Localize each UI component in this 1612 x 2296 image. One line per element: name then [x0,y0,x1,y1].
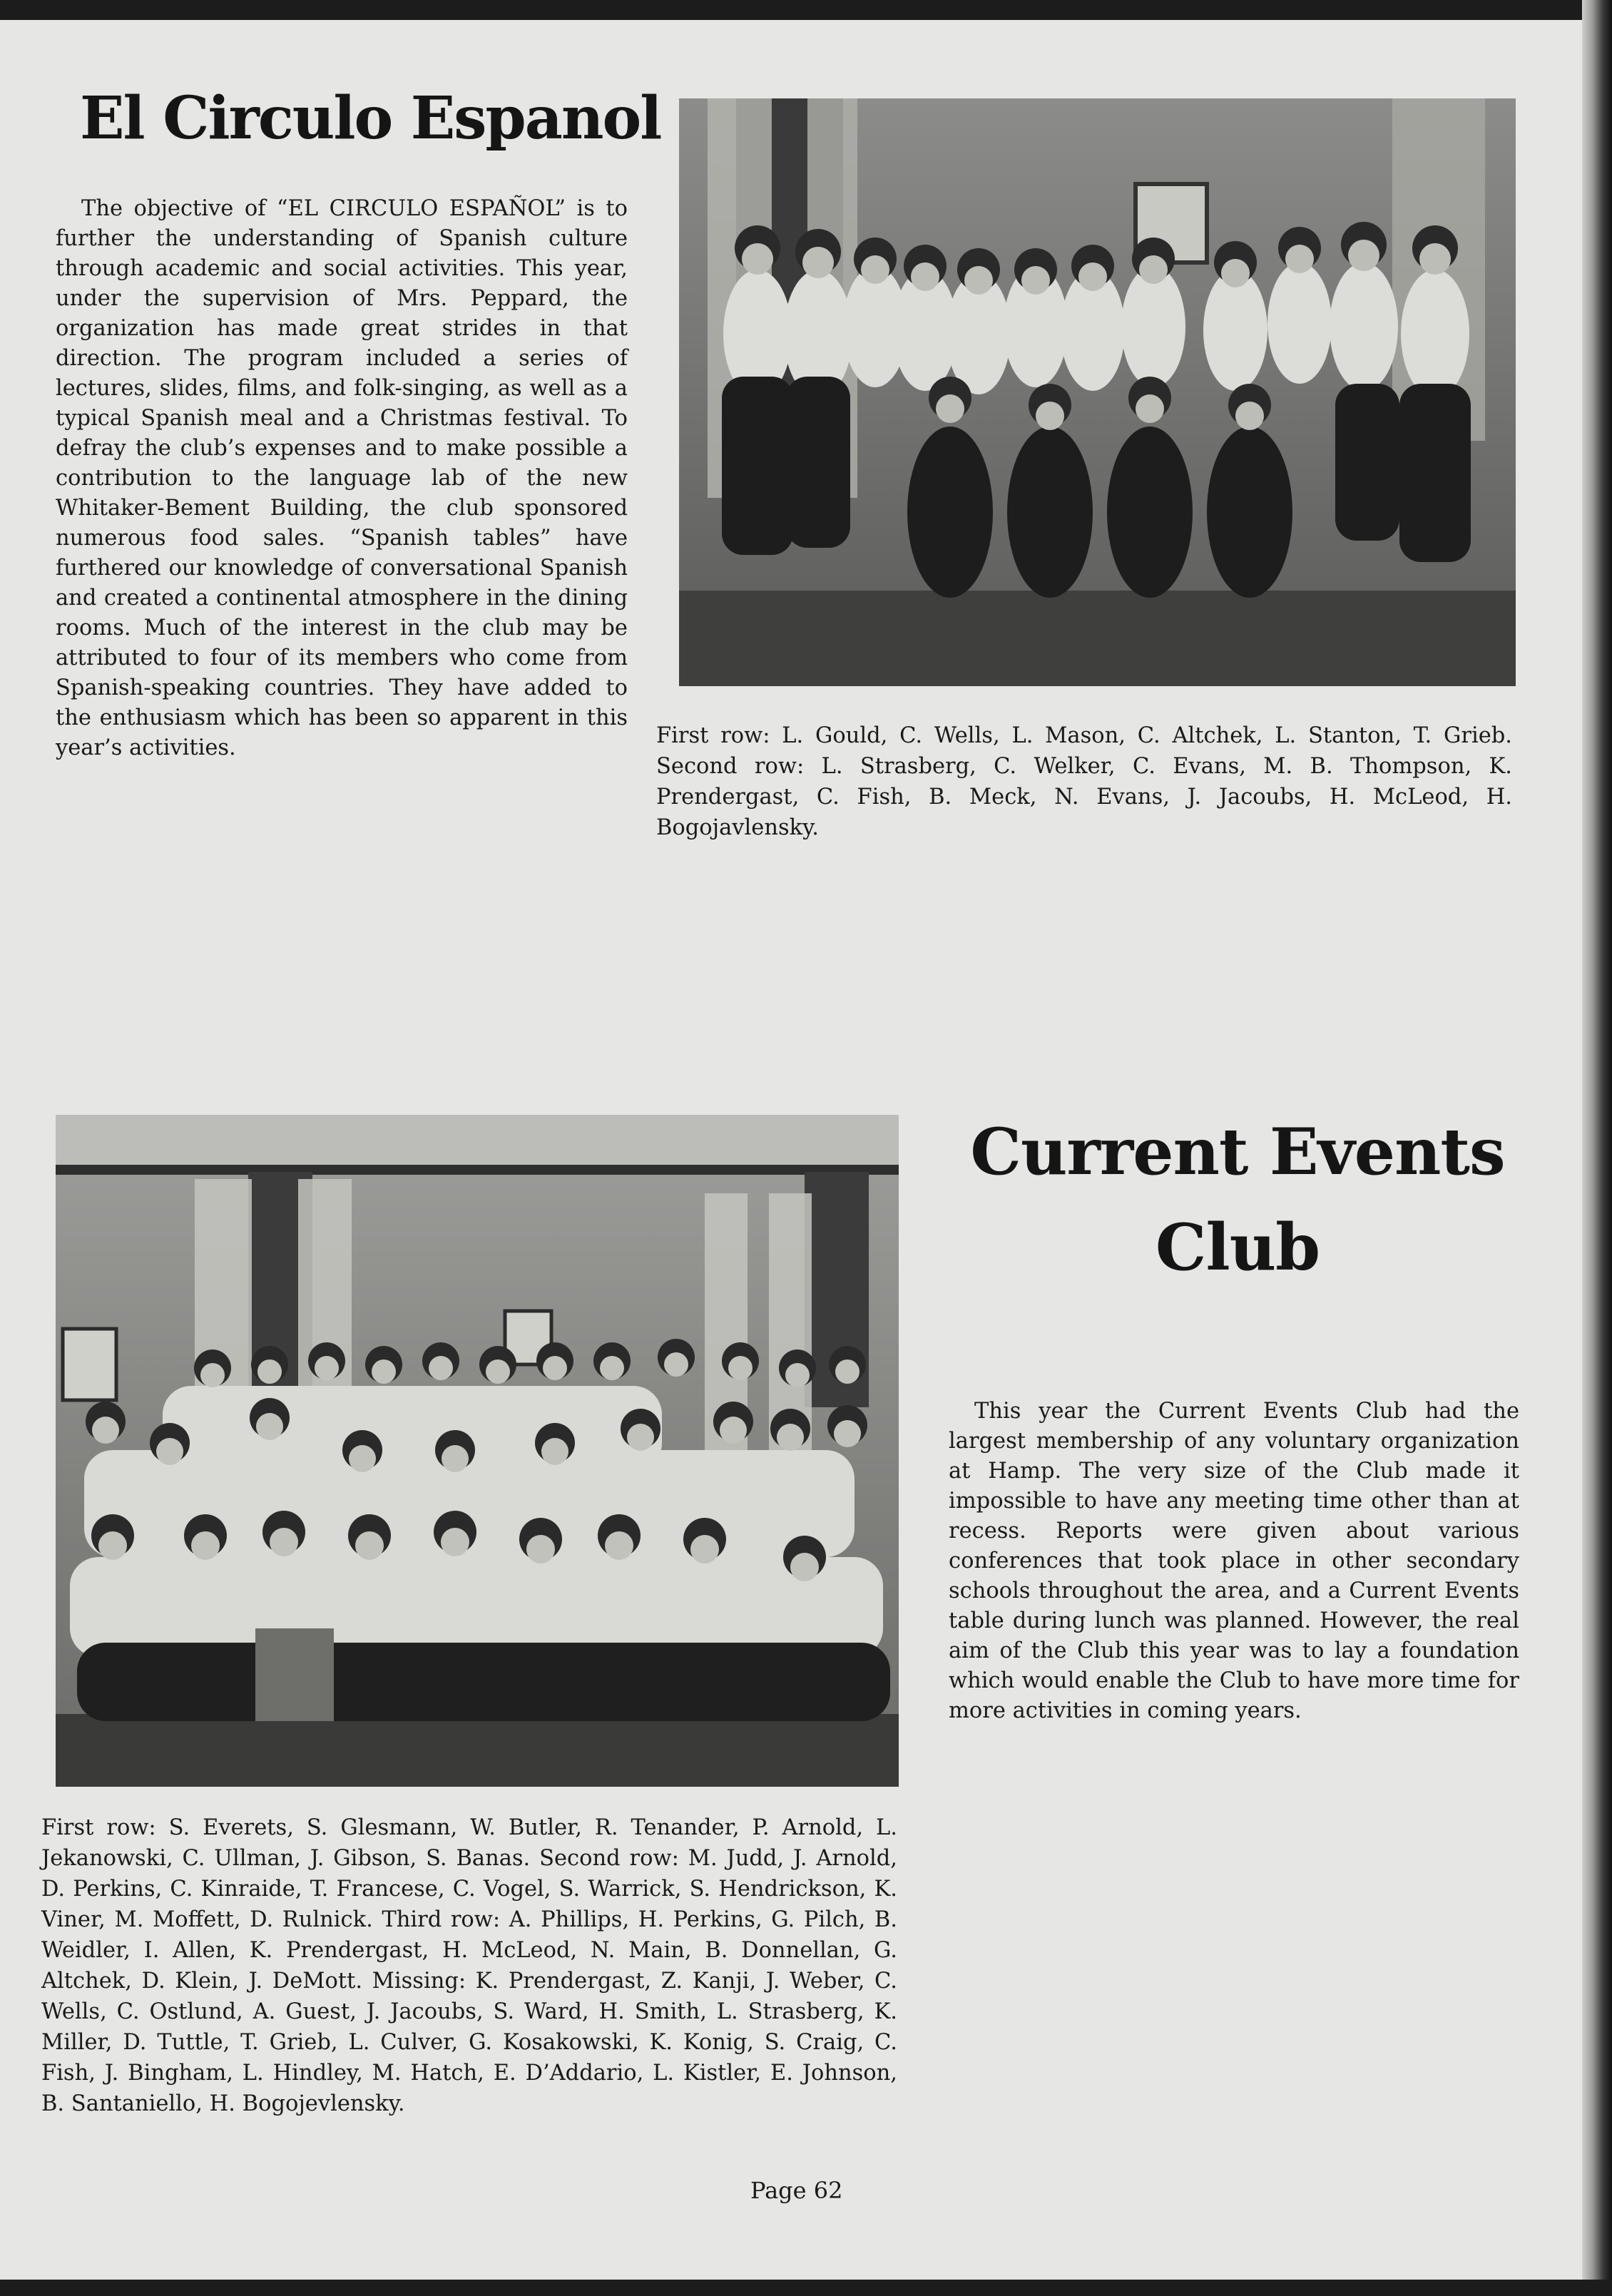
circulo-photo-caption: First row: L. Gould, C. Wells, L. Mason, C. Altchek, L. Stanton, T. Grieb. Second row: L. Strasberg, C. Welker, C. Evans, M. B. Thompson, K. Prendergast, C. Fish, B. Meck, N. Evans, J. Jacoubs, H. McLeod, H. Bogojavlensky. [656,723,1512,840]
page-number: Page 62 [750,2177,843,2204]
current-events-title: Current Events Club [970,1114,1505,1285]
current-events-group-photo [56,1115,899,1787]
scan-top-edge [0,0,1612,20]
circulo-photo-image [679,98,1516,686]
circulo-description: The objective of “EL CIRCULO ESPAÑOL” is to further the understanding of Spanish culture through academic and social activities. This year, under the supervision of Mrs. Peppard, the organization has made great strides in that direction. The program included a series of lectures, slides, films, and folk-singing, as well as a typical Spanish meal and a Christmas festival. To defray the club’s expenses and to make possible a contribution to the language lab of the new Whitaker-Bement Building, the club sponsored numerous food sales. “Spanish tables” have furthered our knowledge of conversational Spanish and created a continental atmosphere in the dining rooms. Much of the interest in the club may be attributed to four of its members who come from Spanish-speaking countries. They have added to the enthusiasm which has been so apparent in this year’s activities. [56,196,628,760]
scan-bottom-edge [0,2280,1612,2296]
current-events-photo-caption: First row: S. Everets, S. Glesmann, W. Butler, R. Tenander, P. Arnold, L. Jekanowski, C. Ullman, J. Gibson, S. Banas. Second row: M. Judd, J. Arnold, D. Perkins, C. Kinraide, T. Francese, C. Vogel, S. Warrick, S. Hendrickson, K. Viner, M. Moffett, D. Rulnick. Third row: A. Phillips, H. Perkins, G. Pilch, B. Weidler, I. Allen, K. Prendergast, H. McLeod, N. Main, B. Donnellan, G. Altchek, D. Klein, J. DeMott. Missing: K. Prendergast, Z. Kanji, J. Weber, C. Wells, C. Ostlund, A. Guest, J. Jacoubs, S. Ward, H. Smith, L. Strasberg, K. Miller, D. Tuttle, T. Grieb, L. Culver, G. Kosakowski, K. Konig, S. Craig, C. Fish, J. Bingham, L. Hindley, M. Hatch, E. D’Addario, L. Kistler, E. Johnson, B. Santaniello, H. Bogojevlensky. [41,1815,897,2116]
current-events-description: This year the Current Events Club had the largest membership of any voluntary organization at Hamp. The very size of the Club made it impossible to have any meeting time other than at recess. Reports were given about various conferences that took place in other secondary schools throughout the area, and a Current Events table during lunch was planned. However, the real aim of the Club this year was to lay a foundation which would enable the Club to have more time for more activities in coming years. [949,1399,1519,1723]
circulo-title: El Circulo Espanol [80,84,661,153]
book-spine-edge [1582,0,1612,2296]
circulo-group-photo [679,98,1516,686]
current-events-photo-image [56,1115,899,1787]
